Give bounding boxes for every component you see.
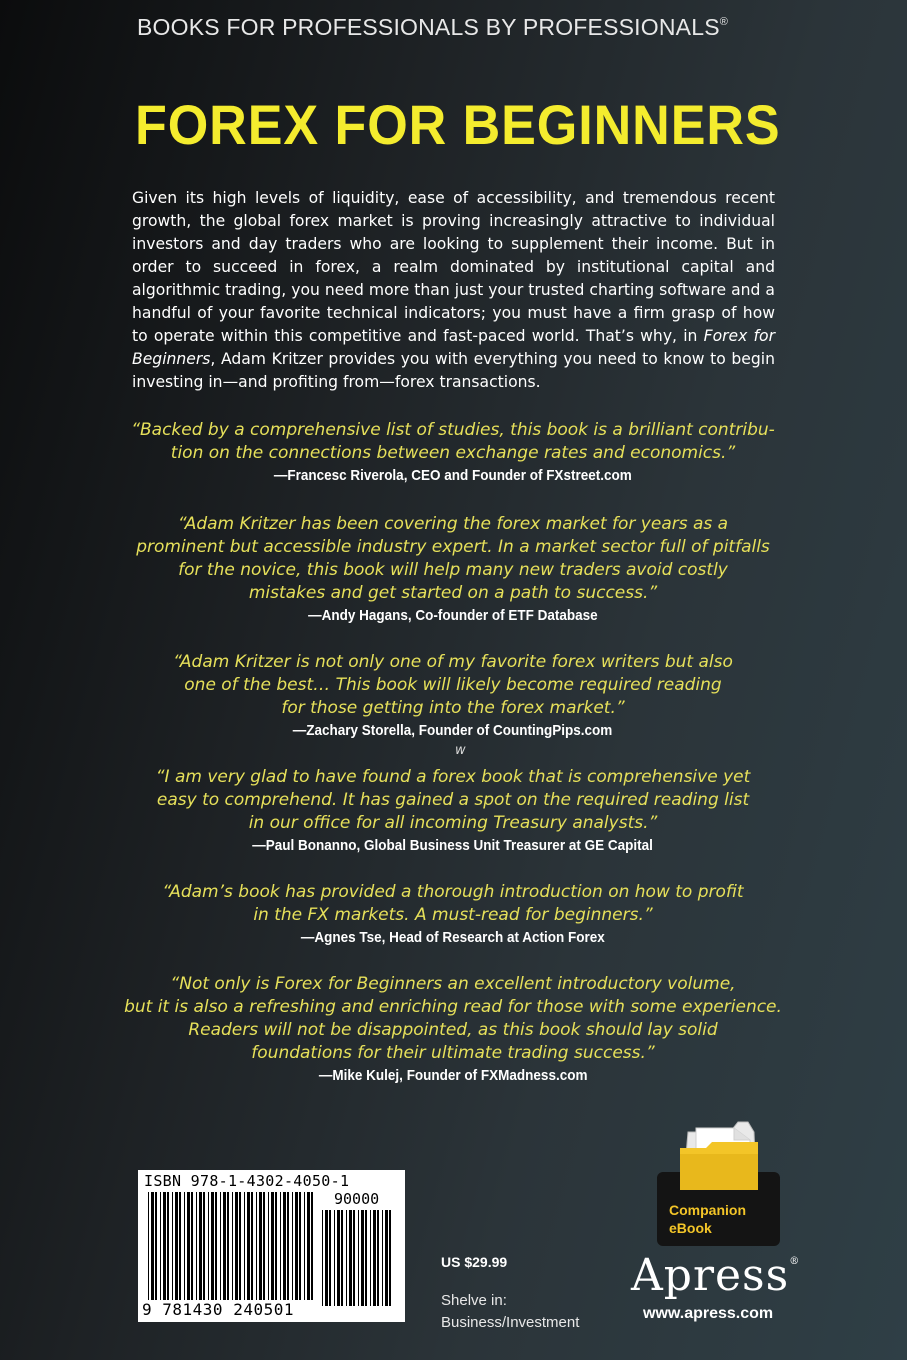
barcode-bar xyxy=(187,1192,190,1300)
barcode-bar xyxy=(232,1192,233,1300)
barcode-bar xyxy=(155,1192,157,1300)
book-title: FOREX FOR BEGINNERS xyxy=(135,93,781,156)
isbn-barcode xyxy=(138,1170,405,1322)
folder-icon xyxy=(678,1118,760,1194)
quote-attribution: —Agnes Tse, Head of Research at Action Forex xyxy=(301,929,605,946)
barcode-bar xyxy=(163,1192,166,1300)
publisher-url: www.apress.com xyxy=(643,1305,774,1322)
barcode-bar xyxy=(283,1192,286,1300)
endorsement-quote xyxy=(120,973,786,1084)
endorsement-quote xyxy=(120,651,786,739)
registered-mark: ® xyxy=(719,16,729,28)
barcode-bar xyxy=(239,1192,241,1300)
book-description: Given its high levels of liquidity, ease of accessibility, and tremendous recent growth, the global forex market is proving increasingly attractive to individual investors and day traders who are looking to supplement their income. But in order to succeed in forex, a realm dominated by institutional capital and algorithmic trading, you need more than just your trusted charting software and a handful of your favorite technical indicators; you must have a firm grasp of how to operate within this competitive and fast-paced world. That’s why, in Forex for Beginners, Adam Kritzer provides you with everything you need to know to begin investing in—and profiting from—forex transactions. xyxy=(132,189,775,391)
barcode-bar xyxy=(191,1192,193,1300)
endorsement-quote xyxy=(120,419,786,484)
barcode-bar xyxy=(365,1210,367,1306)
barcode-bar xyxy=(311,1192,313,1300)
quote-attribution: —Zachary Storella, Founder of CountingPips.com xyxy=(293,722,613,739)
barcode-addon-bars xyxy=(322,1210,396,1306)
barcode-bar xyxy=(304,1192,305,1300)
barcode-bar xyxy=(268,1192,269,1300)
barcode-bars xyxy=(148,1192,316,1300)
stray-mark: w xyxy=(455,743,466,758)
barcode-bar xyxy=(160,1192,161,1300)
barcode-bar xyxy=(346,1210,347,1306)
endorsement-quote xyxy=(120,881,786,946)
barcode-bar xyxy=(353,1210,355,1306)
endorsement-quote xyxy=(120,766,786,854)
barcode-bar xyxy=(307,1192,310,1300)
endorsement-quote xyxy=(120,513,786,624)
price: US $29.99 xyxy=(441,1254,508,1270)
barcode-bar xyxy=(322,1210,323,1306)
barcode-bar xyxy=(295,1192,298,1300)
barcode-bar xyxy=(167,1192,169,1300)
barcode-bar xyxy=(337,1210,340,1306)
barcode-bar xyxy=(184,1192,185,1300)
barcode-bar xyxy=(334,1210,335,1306)
barcode-bar xyxy=(275,1192,277,1300)
barcode-bar xyxy=(179,1192,181,1300)
barcode-bar xyxy=(259,1192,262,1300)
barcode-bar xyxy=(349,1210,352,1306)
barcode-bar xyxy=(370,1210,371,1306)
barcode-bar xyxy=(299,1192,301,1300)
shelve-label: Shelve in: xyxy=(441,1292,507,1309)
barcode-bar xyxy=(215,1192,217,1300)
shelving-info xyxy=(441,1290,579,1334)
barcode-bar xyxy=(211,1192,214,1300)
barcode-bar xyxy=(385,1210,388,1306)
barcode-bar xyxy=(220,1192,221,1300)
quote-attribution: —Paul Bonanno, Global Business Unit Treasurer at GE Capital xyxy=(252,837,654,854)
barcode-bar xyxy=(373,1210,376,1306)
barcode-bar xyxy=(280,1192,281,1300)
barcode-bar xyxy=(203,1192,205,1300)
barcode-bar xyxy=(251,1192,253,1300)
barcode-bar xyxy=(196,1192,197,1300)
barcode-bar xyxy=(247,1192,250,1300)
barcode-bar xyxy=(287,1192,289,1300)
quote-text: “I am very glad to have found a forex book that is comprehensive yet easy to comprehend. It has gained a spot on the required reading list in our office for all incoming Treasury analysts.” xyxy=(155,767,751,833)
barcode-bar xyxy=(244,1192,245,1300)
barcode-bar xyxy=(148,1192,149,1300)
isbn-label: ISBN 978-1-4302-4050-1 xyxy=(144,1172,350,1190)
quote-text: “Adam Kritzer has been covering the forex market for years as a prominent but accessible industry expert. In a market sector full of pitfalls for the novice, this book will help many new traders avoid costly mistakes and get started on a path to success.” xyxy=(136,514,770,603)
companion-label: Companion eBook xyxy=(669,1202,746,1236)
shelve-category: Business/Investment xyxy=(441,1314,580,1331)
barcode-bar xyxy=(389,1210,391,1306)
quote-attribution: —Andy Hagans, Co-founder of ETF Database xyxy=(308,607,598,624)
quote-text: “Adam Kritzer is not only one of my favorite forex writers but also one of the best… This book will likely become required reading for those getting into the forex market.” xyxy=(173,652,733,718)
barcode-bar xyxy=(227,1192,229,1300)
barcode-bar xyxy=(263,1192,265,1300)
barcode-bar xyxy=(329,1210,331,1306)
barcode-bar xyxy=(271,1192,274,1300)
barcode-bar xyxy=(256,1192,257,1300)
barcode-bar xyxy=(361,1210,364,1306)
barcode-bar xyxy=(175,1192,178,1300)
description-book-title: Forex for Beginners xyxy=(132,327,775,368)
quote-text: “Backed by a comprehensive list of studies, this book is a brilliant contribu- tion on the connections between exchange rates and economics.” xyxy=(131,420,775,463)
barcode-bar xyxy=(151,1192,154,1300)
barcode-bar xyxy=(208,1192,209,1300)
quote-attribution: —Francesc Riverola, CEO and Founder of FXstreet.com xyxy=(274,467,632,484)
barcode-bar xyxy=(382,1210,383,1306)
quote-attribution: —Mike Kulej, Founder of FXMadness.com xyxy=(318,1067,588,1084)
quote-text: “Adam’s book has provided a thorough introduction on how to profit in the FX markets. A must-read for beginners.” xyxy=(162,882,744,925)
quote-text: “Not only is Forex for Beginners an excellent introductory volume, but it is also a refreshing and enriching read for those with some experience. Readers will not be disappointed, as this book should lay solid foundations for their ultimate trading success.” xyxy=(124,974,782,1063)
price-code: 90000 xyxy=(334,1190,380,1208)
barcode-bar xyxy=(358,1210,359,1306)
ean-digits: 9 781430 240501 xyxy=(142,1300,294,1319)
barcode-bar xyxy=(235,1192,238,1300)
barcode-bar xyxy=(325,1210,328,1306)
barcode-bar xyxy=(292,1192,293,1300)
barcode-bar xyxy=(223,1192,226,1300)
publisher-logo: Apress® xyxy=(631,1250,801,1301)
barcode-bar xyxy=(199,1192,202,1300)
barcode-bar xyxy=(377,1210,379,1306)
barcode-bar xyxy=(172,1192,173,1300)
series-tagline: BOOKS FOR PROFESSIONALS BY PROFESSIONALS® xyxy=(137,14,729,40)
barcode-bar xyxy=(341,1210,343,1306)
